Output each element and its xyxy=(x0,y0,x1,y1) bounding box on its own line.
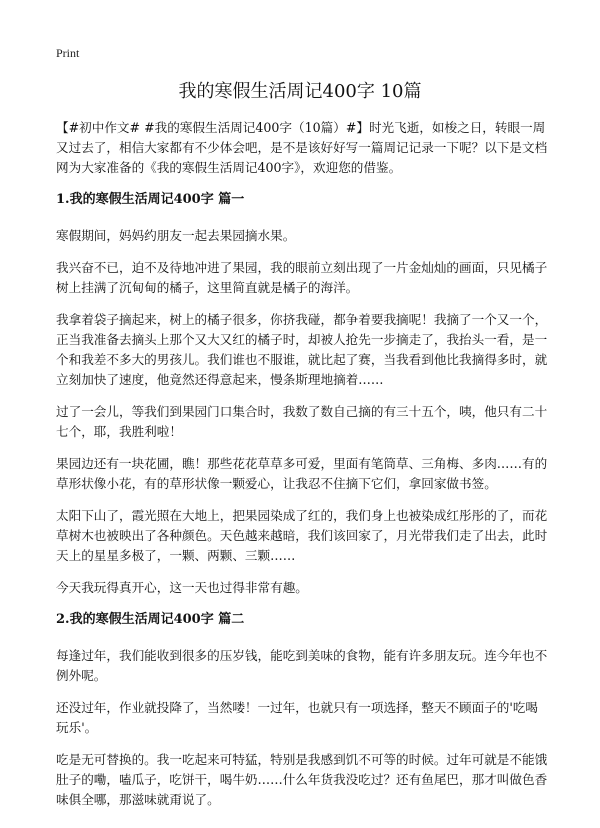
section1-paragraph: 我拿着袋子摘起来，树上的橘子很多，你挤我碰，都争着要我摘呢！我摘了一个又一个，正当我准备去摘头上那个又大又红的橘子时，却被人抢先一步摘走了，我抬头一看，是一个和我差不多大的男孩儿。我们谁也不服谁，就比起了赛，当我看到他比我摘得多时，就立刻加快了速度，他竟然还得意起来，慢条斯理地摘着…… xyxy=(56,312,548,387)
section1-paragraph: 果园边还有一块花圃，瞧！那些花花草草多可爱，里面有笔筒草、三角梅、多肉……有的草形状像小花，有的草形状像一颗爱心，让我忍不住摘下它们，拿回家做书签。 xyxy=(56,456,548,491)
section-heading-1: 1.我的寒假生活周记400字 篇一 xyxy=(56,192,245,207)
page-title: 我的寒假生活周记400字 10篇 xyxy=(178,81,422,102)
section1-paragraph: 我兴奋不已，迫不及待地冲进了果园，我的眼前立刻出现了一片金灿灿的画面，只见橘子树上挂满了沉甸甸的橘子，这里简直就是橘子的海洋。 xyxy=(56,260,548,295)
section-heading-2: 2.我的寒假生活周记400字 篇二 xyxy=(56,612,245,627)
section2-paragraph: 吃是无可替换的。我一吃起来可特猛，特别是我感到饥不可等的时候。过年可就是不能饿肚子的嘞，嗑瓜子，吃饼干，喝牛奶……什么年货我没吃过？还有鱼尾巴，那才叫做色香味俱全哪，那滋味就甭说了。 xyxy=(56,752,548,807)
section1-paragraph: 今天我玩得真开心，这一天也过得非常有趣。 xyxy=(56,580,308,595)
section1-paragraph: 太阳下山了，霞光照在大地上，把果园染成了红的，我们身上也被染成红彤彤的了，而花草树木也被映出了各种颜色。天色越来越暗，我们该回家了，月光带我们走了出去，此时天上的星星多极了，一颗、两颗、三颗…… xyxy=(56,508,548,563)
section1-paragraph: 寒假期间，妈妈约朋友一起去果园摘水果。 xyxy=(56,228,296,243)
section2-paragraph: 还没过年，作业就投降了，当然喽！一过年，也就只有一项选择，整天不顾面子的'吃喝玩乐'。 xyxy=(56,700,539,735)
article-body xyxy=(56,118,548,822)
section1-paragraph: 过了一会儿，等我们到果园门口集合时，我数了数自己摘的有三十五个，咦，他只有二十七个，耶，我胜利啦！ xyxy=(56,404,548,439)
intro-paragraph: 【#初中作文# #我的寒假生活周记400字（10篇）#】时光飞逝，如梭之日，转眼一周又过去了，相信大家都有不少体会吧，是不是该好好写一篇周记记录一下呢？以下是文档网为大家准备的《我的寒假生活周记400字》，欢迎您的借鉴。 xyxy=(56,120,548,175)
print-label[interactable]: Print xyxy=(56,46,80,60)
section2-paragraph: 每逢过年，我们能收到很多的压岁钱，能吃到美味的食物，能有许多朋友玩。连今年也不例外呢。 xyxy=(56,648,548,683)
